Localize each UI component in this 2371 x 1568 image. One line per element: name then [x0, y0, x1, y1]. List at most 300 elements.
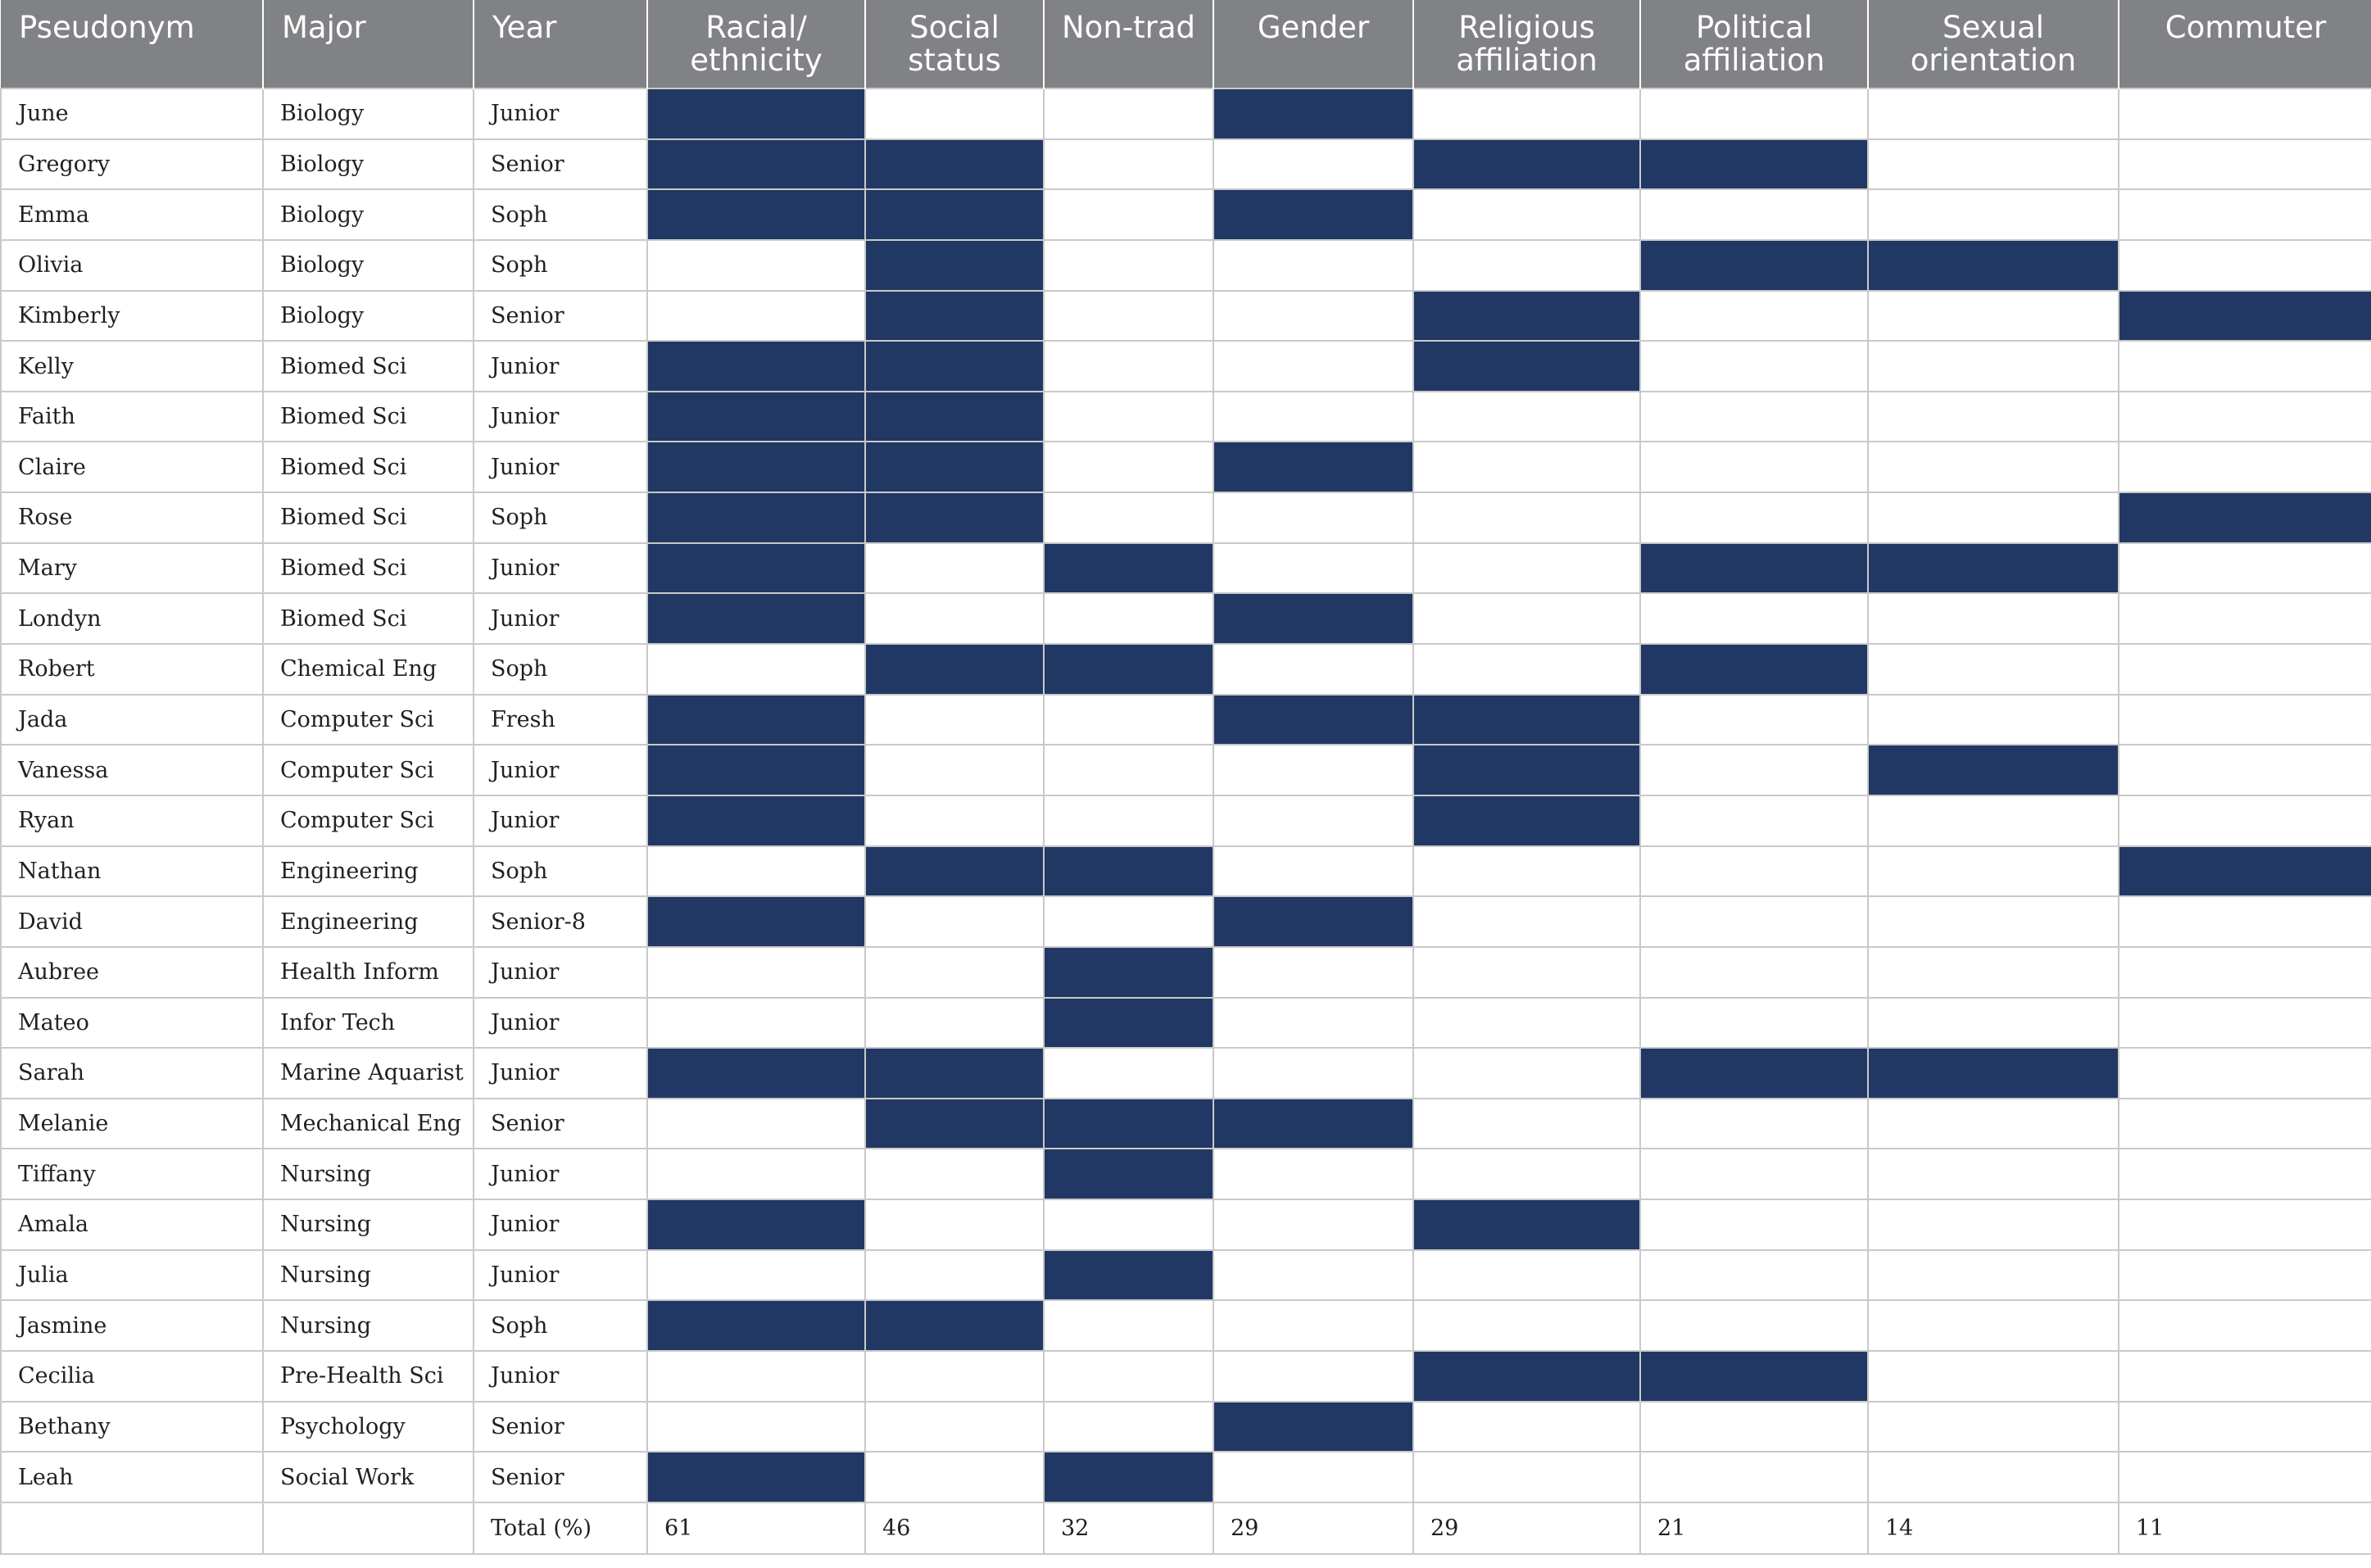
major-cell: Computer Sci — [263, 795, 474, 846]
sexual-orientation-mark-cell — [1868, 593, 2119, 644]
table-row — [1, 1199, 2371, 1250]
racial-ethnicity-mark-cell — [647, 341, 865, 392]
social-status-mark-cell — [865, 291, 1044, 342]
social-status-mark-cell — [865, 644, 1044, 695]
major-cell: Computer Sci — [263, 695, 474, 745]
table-row — [1, 1452, 2371, 1502]
year-cell: Soph — [474, 189, 647, 240]
commuter-mark-cell — [2119, 644, 2371, 695]
major-cell: Biology — [263, 189, 474, 240]
sexual-orientation-mark-cell — [1868, 695, 2119, 745]
political-affiliation-mark-cell — [1640, 998, 1868, 1049]
pseudonym-cell: Emma — [1, 189, 263, 240]
total-commuter: 11 — [2119, 1502, 2371, 1554]
religious-affiliation-mark-cell — [1413, 1149, 1640, 1199]
table-row — [1, 1402, 2371, 1452]
commuter-mark-cell — [2119, 896, 2371, 947]
gender-mark-cell — [1213, 695, 1413, 745]
political-affiliation-mark-cell — [1640, 543, 1868, 594]
gender-mark-cell — [1213, 1048, 1413, 1099]
sexual-orientation-mark-cell — [1868, 846, 2119, 897]
commuter-mark-cell — [2119, 392, 2371, 442]
gender-mark-cell — [1213, 543, 1413, 594]
political-affiliation-mark-cell — [1640, 1452, 1868, 1502]
commuter-mark-cell — [2119, 1402, 2371, 1452]
religious-affiliation-mark-cell — [1413, 1300, 1640, 1351]
political-affiliation-mark-cell — [1640, 139, 1868, 190]
table-row — [1, 896, 2371, 947]
gender-mark-cell — [1213, 846, 1413, 897]
major-cell: Biology — [263, 240, 474, 291]
non-trad-mark-cell — [1044, 1250, 1213, 1301]
non-trad-mark-cell — [1044, 745, 1213, 795]
commuter-mark-cell — [2119, 1149, 2371, 1199]
social-status-mark-cell — [865, 593, 1044, 644]
non-trad-mark-cell — [1044, 846, 1213, 897]
religious-affiliation-mark-cell — [1413, 947, 1640, 998]
major-cell: Chemical Eng — [263, 644, 474, 695]
sexual-orientation-mark-cell — [1868, 998, 2119, 1049]
religious-affiliation-mark-cell — [1413, 1099, 1640, 1149]
sexual-orientation-mark-cell — [1868, 1351, 2119, 1402]
social-status-mark-cell — [865, 1199, 1044, 1250]
sexual-orientation-mark-cell — [1868, 492, 2119, 543]
header-line: Year — [492, 10, 557, 45]
racial-ethnicity-mark-cell — [647, 1250, 865, 1301]
sexual-orientation-mark-cell — [1868, 189, 2119, 240]
commuter-mark-cell — [2119, 240, 2371, 291]
pseudonym-cell: Cecilia — [1, 1351, 263, 1402]
racial-ethnicity-mark-cell — [647, 1300, 865, 1351]
religious-affiliation-mark-cell — [1413, 998, 1640, 1049]
gender-mark-cell — [1213, 341, 1413, 392]
major-cell: Biomed Sci — [263, 442, 474, 492]
social-status-mark-cell — [865, 1250, 1044, 1301]
commuter-mark-cell — [2119, 291, 2371, 342]
table-row — [1, 240, 2371, 291]
pseudonym-cell: Kelly — [1, 341, 263, 392]
header-line: Religious — [1458, 10, 1595, 45]
gender-mark-cell — [1213, 795, 1413, 846]
major-cell: Nursing — [263, 1250, 474, 1301]
gender-mark-cell — [1213, 947, 1413, 998]
political-affiliation-mark-cell — [1640, 1300, 1868, 1351]
table-row — [1, 695, 2371, 745]
header-line: affiliation — [1456, 43, 1598, 78]
major-cell: Biomed Sci — [263, 392, 474, 442]
social-status-mark-cell — [865, 745, 1044, 795]
non-trad-mark-cell — [1044, 1351, 1213, 1402]
political-affiliation-mark-cell — [1640, 745, 1868, 795]
header-line: Gender — [1257, 10, 1370, 45]
year-cell: Junior — [474, 998, 647, 1049]
social-status-mark-cell — [865, 392, 1044, 442]
social-status-mark-cell — [865, 543, 1044, 594]
pseudonym-cell: Nathan — [1, 846, 263, 897]
racial-ethnicity-mark-cell — [647, 947, 865, 998]
header-line: ethnicity — [690, 43, 823, 78]
sexual-orientation-mark-cell — [1868, 139, 2119, 190]
gender-mark-cell — [1213, 1199, 1413, 1250]
social-status-mark-cell — [865, 1099, 1044, 1149]
major-cell: Engineering — [263, 846, 474, 897]
pseudonym-cell: Faith — [1, 392, 263, 442]
racial-ethnicity-mark-cell — [647, 291, 865, 342]
gender-mark-cell — [1213, 998, 1413, 1049]
non-trad-mark-cell — [1044, 442, 1213, 492]
table-row — [1, 442, 2371, 492]
non-trad-mark-cell — [1044, 593, 1213, 644]
non-trad-mark-cell — [1044, 1149, 1213, 1199]
sexual-orientation-mark-cell — [1868, 392, 2119, 442]
table-row — [1, 1351, 2371, 1402]
table-row — [1, 795, 2371, 846]
table-row — [1, 341, 2371, 392]
header-line: Non-trad — [1062, 10, 1195, 45]
gender-mark-cell — [1213, 1402, 1413, 1452]
non-trad-mark-cell — [1044, 1452, 1213, 1502]
non-trad-mark-cell — [1044, 341, 1213, 392]
empty-cell — [263, 1502, 474, 1554]
social-status-mark-cell — [865, 442, 1044, 492]
social-status-mark-cell — [865, 896, 1044, 947]
header-pseudonym — [1, 0, 263, 88]
major-cell: Biology — [263, 291, 474, 342]
pseudonym-cell: Aubree — [1, 947, 263, 998]
pseudonym-cell: Mary — [1, 543, 263, 594]
total-gender: 29 — [1213, 1502, 1413, 1554]
political-affiliation-mark-cell — [1640, 1402, 1868, 1452]
total-racial-ethnicity: 61 — [647, 1502, 865, 1554]
header-line: orientation — [1910, 43, 2077, 78]
table-row — [1, 1099, 2371, 1149]
social-status-mark-cell — [865, 998, 1044, 1049]
table-body — [1, 88, 2371, 1554]
social-status-mark-cell — [865, 846, 1044, 897]
total-sexual-orientation: 14 — [1868, 1502, 2119, 1554]
religious-affiliation-mark-cell — [1413, 1452, 1640, 1502]
major-cell: Biomed Sci — [263, 543, 474, 594]
pseudonym-cell: Amala — [1, 1199, 263, 1250]
gender-mark-cell — [1213, 88, 1413, 139]
table-row — [1, 543, 2371, 594]
pseudonym-cell: Tiffany — [1, 1149, 263, 1199]
political-affiliation-mark-cell — [1640, 392, 1868, 442]
commuter-mark-cell — [2119, 947, 2371, 998]
sexual-orientation-mark-cell — [1868, 947, 2119, 998]
racial-ethnicity-mark-cell — [647, 1402, 865, 1452]
social-status-mark-cell — [865, 1452, 1044, 1502]
gender-mark-cell — [1213, 442, 1413, 492]
political-affiliation-mark-cell — [1640, 1250, 1868, 1301]
non-trad-mark-cell — [1044, 392, 1213, 442]
sexual-orientation-mark-cell — [1868, 896, 2119, 947]
racial-ethnicity-mark-cell — [647, 392, 865, 442]
gender-mark-cell — [1213, 593, 1413, 644]
political-affiliation-mark-cell — [1640, 341, 1868, 392]
non-trad-mark-cell — [1044, 644, 1213, 695]
pseudonym-cell: Ryan — [1, 795, 263, 846]
social-status-mark-cell — [865, 492, 1044, 543]
total-social-status: 46 — [865, 1502, 1044, 1554]
pseudonym-cell: Claire — [1, 442, 263, 492]
social-status-mark-cell — [865, 88, 1044, 139]
table-row — [1, 1300, 2371, 1351]
header-line: status — [908, 43, 1001, 78]
non-trad-mark-cell — [1044, 1199, 1213, 1250]
gender-mark-cell — [1213, 1351, 1413, 1402]
political-affiliation-mark-cell — [1640, 795, 1868, 846]
year-cell: Junior — [474, 442, 647, 492]
total-row — [1, 1502, 2371, 1554]
religious-affiliation-mark-cell — [1413, 189, 1640, 240]
non-trad-mark-cell — [1044, 896, 1213, 947]
year-cell: Junior — [474, 1199, 647, 1250]
commuter-mark-cell — [2119, 139, 2371, 190]
racial-ethnicity-mark-cell — [647, 846, 865, 897]
religious-affiliation-mark-cell — [1413, 543, 1640, 594]
header-line: Commuter — [2165, 10, 2327, 45]
sexual-orientation-mark-cell — [1868, 745, 2119, 795]
year-cell: Soph — [474, 492, 647, 543]
major-cell: Social Work — [263, 1452, 474, 1502]
non-trad-mark-cell — [1044, 1300, 1213, 1351]
table-row — [1, 1250, 2371, 1301]
non-trad-mark-cell — [1044, 795, 1213, 846]
table-row — [1, 189, 2371, 240]
political-affiliation-mark-cell — [1640, 1351, 1868, 1402]
racial-ethnicity-mark-cell — [647, 896, 865, 947]
political-affiliation-mark-cell — [1640, 88, 1868, 139]
religious-affiliation-mark-cell — [1413, 745, 1640, 795]
social-status-mark-cell — [865, 1149, 1044, 1199]
header-gender — [1213, 0, 1413, 88]
major-cell: Biomed Sci — [263, 341, 474, 392]
pseudonym-cell: Bethany — [1, 1402, 263, 1452]
table-row — [1, 644, 2371, 695]
table-row — [1, 1149, 2371, 1199]
religious-affiliation-mark-cell — [1413, 88, 1640, 139]
year-cell: Senior — [474, 139, 647, 190]
racial-ethnicity-mark-cell — [647, 644, 865, 695]
social-status-mark-cell — [865, 1300, 1044, 1351]
major-cell: Biomed Sci — [263, 492, 474, 543]
sexual-orientation-mark-cell — [1868, 1199, 2119, 1250]
year-cell: Junior — [474, 745, 647, 795]
political-affiliation-mark-cell — [1640, 1199, 1868, 1250]
political-affiliation-mark-cell — [1640, 947, 1868, 998]
year-cell: Junior — [474, 341, 647, 392]
religious-affiliation-mark-cell — [1413, 795, 1640, 846]
non-trad-mark-cell — [1044, 543, 1213, 594]
table-row — [1, 139, 2371, 190]
pseudonym-cell: Vanessa — [1, 745, 263, 795]
table-row — [1, 998, 2371, 1049]
table-row — [1, 291, 2371, 342]
religious-affiliation-mark-cell — [1413, 392, 1640, 442]
header-racial-ethnicity — [647, 0, 865, 88]
religious-affiliation-mark-cell — [1413, 1199, 1640, 1250]
social-status-mark-cell — [865, 189, 1044, 240]
year-cell: Fresh — [474, 695, 647, 745]
social-status-mark-cell — [865, 240, 1044, 291]
gender-mark-cell — [1213, 139, 1413, 190]
major-cell: Biomed Sci — [263, 593, 474, 644]
religious-affiliation-mark-cell — [1413, 492, 1640, 543]
commuter-mark-cell — [2119, 1452, 2371, 1502]
pseudonym-cell: Kimberly — [1, 291, 263, 342]
year-cell: Junior — [474, 543, 647, 594]
racial-ethnicity-mark-cell — [647, 1452, 865, 1502]
social-status-mark-cell — [865, 1402, 1044, 1452]
major-cell: Nursing — [263, 1149, 474, 1199]
commuter-mark-cell — [2119, 492, 2371, 543]
gender-mark-cell — [1213, 189, 1413, 240]
year-cell: Soph — [474, 240, 647, 291]
year-cell: Soph — [474, 846, 647, 897]
year-cell: Senior-8 — [474, 896, 647, 947]
total-political-affiliation: 21 — [1640, 1502, 1868, 1554]
major-cell: Engineering — [263, 896, 474, 947]
gender-mark-cell — [1213, 1149, 1413, 1199]
major-cell: Mechanical Eng — [263, 1099, 474, 1149]
header-commuter — [2119, 0, 2371, 88]
total-religious-affiliation: 29 — [1413, 1502, 1640, 1554]
header-line: Social — [909, 10, 1000, 45]
table-row — [1, 392, 2371, 442]
sexual-orientation-mark-cell — [1868, 88, 2119, 139]
political-affiliation-mark-cell — [1640, 442, 1868, 492]
year-cell: Junior — [474, 1048, 647, 1099]
major-cell: Psychology — [263, 1402, 474, 1452]
religious-affiliation-mark-cell — [1413, 896, 1640, 947]
total-non-trad: 32 — [1044, 1502, 1213, 1554]
sexual-orientation-mark-cell — [1868, 1250, 2119, 1301]
major-cell: Infor Tech — [263, 998, 474, 1049]
political-affiliation-mark-cell — [1640, 240, 1868, 291]
pseudonym-cell: Gregory — [1, 139, 263, 190]
table-row — [1, 1048, 2371, 1099]
pseudonym-cell: Mateo — [1, 998, 263, 1049]
racial-ethnicity-mark-cell — [647, 492, 865, 543]
commuter-mark-cell — [2119, 1300, 2371, 1351]
non-trad-mark-cell — [1044, 1099, 1213, 1149]
pseudonym-cell: Jasmine — [1, 1300, 263, 1351]
commuter-mark-cell — [2119, 593, 2371, 644]
commuter-mark-cell — [2119, 998, 2371, 1049]
political-affiliation-mark-cell — [1640, 189, 1868, 240]
commuter-mark-cell — [2119, 795, 2371, 846]
header-religious-affiliation — [1413, 0, 1640, 88]
political-affiliation-mark-cell — [1640, 846, 1868, 897]
racial-ethnicity-mark-cell — [647, 240, 865, 291]
pseudonym-cell: Leah — [1, 1452, 263, 1502]
major-cell: Computer Sci — [263, 745, 474, 795]
social-status-mark-cell — [865, 795, 1044, 846]
pseudonym-cell: David — [1, 896, 263, 947]
gender-mark-cell — [1213, 240, 1413, 291]
header-line: Major — [282, 10, 366, 45]
religious-affiliation-mark-cell — [1413, 1250, 1640, 1301]
gender-mark-cell — [1213, 291, 1413, 342]
pseudonym-cell: Sarah — [1, 1048, 263, 1099]
major-cell: Marine Aquarist — [263, 1048, 474, 1099]
racial-ethnicity-mark-cell — [647, 695, 865, 745]
racial-ethnicity-mark-cell — [647, 1099, 865, 1149]
major-cell: Biology — [263, 88, 474, 139]
racial-ethnicity-mark-cell — [647, 88, 865, 139]
commuter-mark-cell — [2119, 846, 2371, 897]
pseudonym-cell: Robert — [1, 644, 263, 695]
header-line: Racial/ — [705, 10, 807, 45]
racial-ethnicity-mark-cell — [647, 795, 865, 846]
pseudonym-cell: Melanie — [1, 1099, 263, 1149]
religious-affiliation-mark-cell — [1413, 240, 1640, 291]
commuter-mark-cell — [2119, 1099, 2371, 1149]
commuter-mark-cell — [2119, 1048, 2371, 1099]
non-trad-mark-cell — [1044, 947, 1213, 998]
religious-affiliation-mark-cell — [1413, 846, 1640, 897]
racial-ethnicity-mark-cell — [647, 1351, 865, 1402]
religious-affiliation-mark-cell — [1413, 644, 1640, 695]
political-affiliation-mark-cell — [1640, 492, 1868, 543]
social-status-mark-cell — [865, 139, 1044, 190]
religious-affiliation-mark-cell — [1413, 593, 1640, 644]
commuter-mark-cell — [2119, 695, 2371, 745]
pseudonym-cell: June — [1, 88, 263, 139]
pseudonym-cell: Jada — [1, 695, 263, 745]
gender-mark-cell — [1213, 644, 1413, 695]
political-affiliation-mark-cell — [1640, 896, 1868, 947]
commuter-mark-cell — [2119, 1250, 2371, 1301]
major-cell: Nursing — [263, 1300, 474, 1351]
empty-cell — [1, 1502, 263, 1554]
sexual-orientation-mark-cell — [1868, 1048, 2119, 1099]
political-affiliation-mark-cell — [1640, 644, 1868, 695]
header-line: Sexual — [1943, 10, 2044, 45]
year-cell: Senior — [474, 1452, 647, 1502]
sexual-orientation-mark-cell — [1868, 1452, 2119, 1502]
non-trad-mark-cell — [1044, 1402, 1213, 1452]
table-row — [1, 947, 2371, 998]
social-status-mark-cell — [865, 1048, 1044, 1099]
political-affiliation-mark-cell — [1640, 1149, 1868, 1199]
political-affiliation-mark-cell — [1640, 1099, 1868, 1149]
religious-affiliation-mark-cell — [1413, 1048, 1640, 1099]
gender-mark-cell — [1213, 1250, 1413, 1301]
major-cell: Biology — [263, 139, 474, 190]
political-affiliation-mark-cell — [1640, 695, 1868, 745]
year-cell: Soph — [474, 644, 647, 695]
year-cell: Junior — [474, 593, 647, 644]
pseudonym-cell: Londyn — [1, 593, 263, 644]
political-affiliation-mark-cell — [1640, 1048, 1868, 1099]
header-major — [263, 0, 474, 88]
racial-ethnicity-mark-cell — [647, 442, 865, 492]
commuter-mark-cell — [2119, 1351, 2371, 1402]
racial-ethnicity-mark-cell — [647, 1199, 865, 1250]
header-social-status — [865, 0, 1044, 88]
gender-mark-cell — [1213, 1452, 1413, 1502]
year-cell: Junior — [474, 947, 647, 998]
religious-affiliation-mark-cell — [1413, 1402, 1640, 1452]
sexual-orientation-mark-cell — [1868, 1099, 2119, 1149]
commuter-mark-cell — [2119, 543, 2371, 594]
sexual-orientation-mark-cell — [1868, 1402, 2119, 1452]
racial-ethnicity-mark-cell — [647, 593, 865, 644]
non-trad-mark-cell — [1044, 139, 1213, 190]
political-affiliation-mark-cell — [1640, 291, 1868, 342]
